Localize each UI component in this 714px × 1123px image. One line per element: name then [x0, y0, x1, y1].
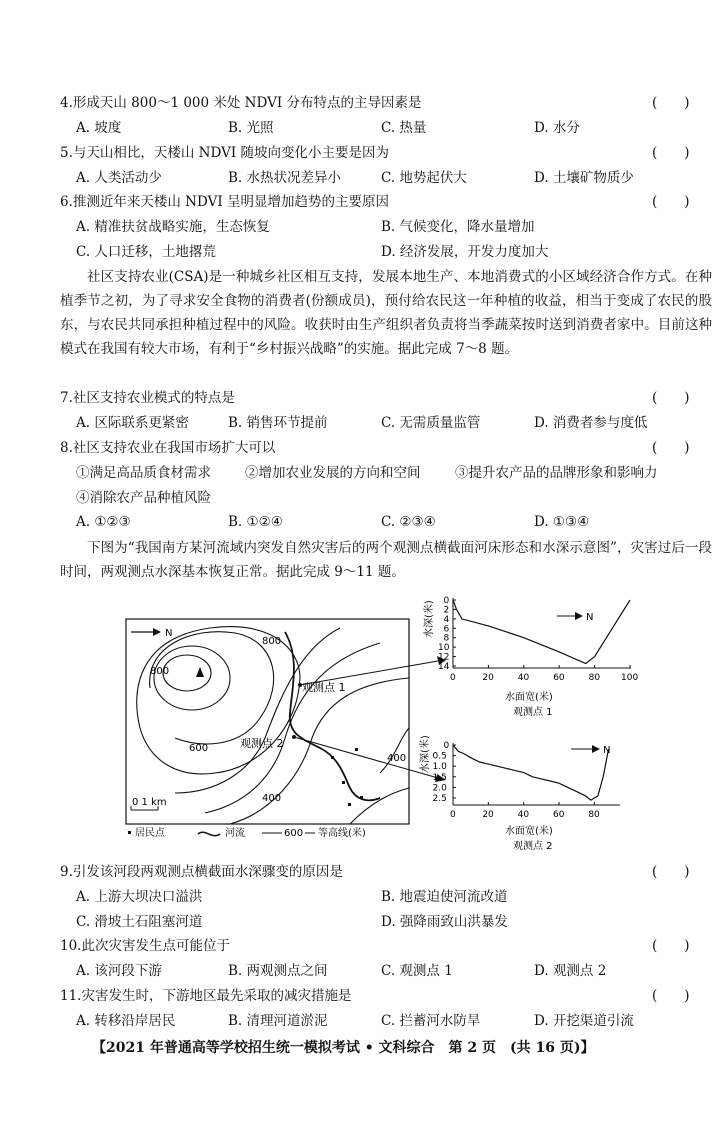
river [285, 632, 380, 800]
q7-answer-paren[interactable]: ( ) [652, 390, 690, 406]
c2-ytick-label: 2.0 [432, 783, 447, 794]
q5-answer-paren[interactable]: ( ) [652, 145, 690, 161]
c1-ytick-label: 6 [443, 624, 450, 635]
q4-stem: 4.形成天山 800～1 000 米处 NDVI 分布特点的主导因素是 [60, 95, 422, 111]
c1-xtick-label: 60 [553, 673, 565, 683]
chart2-title: 观测点 2 [513, 841, 553, 852]
c1-ytick-label: 12 [438, 652, 450, 663]
q8-statement-4: ④消除农产品种植风险 [76, 490, 211, 506]
c1-ytick-label: 0 [443, 596, 450, 606]
chart2-xlabel: 水面宽(米) [505, 826, 553, 837]
q11-option-d[interactable]: D. 开挖渠道引流 [534, 1013, 634, 1029]
q6-option-b[interactable]: B. 气候变化，降水量增加 [381, 219, 535, 235]
chart1-xlabel: 水面宽(米) [505, 692, 553, 703]
chart2-series-line [453, 745, 609, 800]
c2-xtick-label: 20 [482, 810, 494, 820]
q5-option-d[interactable]: D. 土壤矿物质少 [534, 170, 634, 186]
q10-option-d[interactable]: D. 观测点 2 [534, 963, 607, 979]
chart1-north: N [586, 612, 594, 623]
c1-ytick-label: 8 [443, 633, 450, 644]
c1-xtick-label: 80 [588, 673, 601, 683]
c2-xtick-label: 0 [450, 810, 456, 820]
q6-stem: 6.推测近年来天楼山 NDVI 呈明显增加趋势的主要原因 [60, 194, 389, 210]
legend-contour-value: 600 [284, 828, 304, 839]
chart1-series-line [453, 600, 630, 664]
contour-label-800-left: 800 [150, 666, 170, 677]
q4-option-b[interactable]: B. 光照 [228, 120, 274, 136]
c1-ytick-label: 10 [438, 643, 450, 654]
chart2 [418, 735, 620, 852]
q8-option-a[interactable]: A. ①②③ [76, 514, 131, 530]
q5-stem: 5.与天山相比，天楼山 NDVI 随坡向变化小主要是因为 [60, 145, 389, 161]
q7-option-c[interactable]: C. 无需质量监管 [381, 415, 481, 431]
map-point2-label: 观测点 2 [240, 737, 284, 750]
q10-option-b[interactable]: B. 两观测点之间 [228, 963, 328, 979]
page-footer: 【2021 年普通高等学校招生统一模拟考试 • 文科综合 第 2 页 (共 16 页)】 [92, 1040, 595, 1056]
c2-ytick-label: 1.5 [432, 772, 447, 783]
q4-option-c[interactable]: C. 热量 [381, 120, 427, 136]
q4-option-a[interactable]: A. 坡度 [76, 120, 122, 136]
c1-xtick-label: 100 [621, 673, 639, 683]
c1-xtick-label: 0 [450, 673, 456, 683]
q8-option-b[interactable]: B. ①②④ [228, 514, 283, 530]
chart2-north: N [603, 745, 611, 756]
c2-ytick-label: 0 [443, 741, 450, 751]
map-north-label: N [165, 628, 173, 639]
q11-stem: 11.灾害发生时，下游地区最先采取的减灾措施是 [60, 988, 352, 1004]
q9-option-d[interactable]: D. 强降雨致山洪暴发 [381, 914, 508, 930]
q8-option-d[interactable]: D. ①③④ [534, 514, 590, 530]
q9-stem: 9.引发该河段两观测点横截面水深骤变的原因是 [60, 864, 343, 880]
q8-statement-2: ②增加农业发展的方向和空间 [245, 465, 421, 481]
passage-figure-intro: 下图为“我国南方某河流域内突发自然灾害后的两个观测点横截面河床形态和水深示意图”，灾害过后一段时间，两观测点水深基本恢复正常。据此完成 9～11 题。 [60, 540, 712, 580]
c1-ytick-label: 4 [443, 614, 450, 625]
legend-settlement: 居民点 [135, 828, 165, 839]
chart1-title: 观测点 1 [513, 707, 553, 718]
q4-option-d[interactable]: D. 水分 [534, 120, 580, 136]
c2-xtick-label: 40 [517, 810, 530, 820]
contour-label-800-top: 800 [262, 636, 282, 647]
q9-option-a[interactable]: A. 上游大坝决口溢洪 [76, 889, 203, 905]
q11-answer-paren[interactable]: ( ) [652, 988, 690, 1004]
q10-answer-paren[interactable]: ( ) [652, 938, 690, 954]
chart1 [422, 596, 638, 718]
c2-ytick-label: 0.5 [432, 751, 447, 762]
legend-contour: 等高线(米) [318, 828, 366, 839]
contour-label-400-right: 400 [387, 753, 407, 764]
q8-option-c[interactable]: C. ②③④ [381, 514, 436, 530]
contour-label-600: 600 [189, 743, 209, 754]
figure-map-and-cross-sections [0, 588, 714, 856]
q10-stem: 10.此次灾害发生点可能位于 [60, 938, 230, 954]
q11-option-a[interactable]: A. 转移沿岸居民 [76, 1013, 176, 1029]
q9-answer-paren[interactable]: ( ) [652, 864, 690, 880]
q7-stem: 7.社区支持农业模式的特点是 [60, 390, 235, 406]
q8-answer-paren[interactable]: ( ) [652, 440, 690, 456]
scale-label: 0 1 km [132, 797, 167, 808]
chart1-ylabel: 水深(米) [424, 600, 435, 638]
q9-option-b[interactable]: B. 地震迫使河流改道 [381, 889, 508, 905]
c1-xtick-label: 20 [482, 673, 494, 683]
q11-option-c[interactable]: C. 拦蓄河水防旱 [381, 1013, 481, 1029]
q8-statement-1: ①满足高品质食材需求 [76, 465, 211, 481]
c1-ytick-label: 14 [438, 662, 450, 672]
passage-csa: 社区支持农业(CSA)是一种城乡社区相互支持，发展本地生产、本地消费式的小区域经济合作方式。在种植季节之初，为了寻求安全食物的消费者(份额成员)，预付给农民这一年种植的收益，相当于变成了农民的股东，与农民共同承担种植过程中的风险。收获时由生产组织者负责将当季蔬菜按时送到消费者家中。目前这种模式在我国有较大市场，有利于“乡村振兴战略”的实施。据此完成 7～8 题。 [60, 269, 712, 357]
q10-option-a[interactable]: A. 该河段下游 [76, 963, 162, 979]
legend-river: 河流 [225, 828, 245, 839]
q7-option-d[interactable]: D. 消费者参与度低 [534, 415, 648, 431]
q8-stem: 8.社区支持农业在我国市场扩大可以 [60, 440, 276, 456]
c2-ytick-label: 1.0 [432, 762, 447, 773]
contour-label-400-bottom: 400 [262, 793, 282, 804]
chart2-y-ticks [433, 741, 457, 804]
q10-option-c[interactable]: C. 观测点 1 [381, 963, 453, 979]
summit-icon [196, 667, 204, 677]
q6-option-c[interactable]: C. 人口迁移，土地撂荒 [76, 244, 216, 260]
q9-option-c[interactable]: C. 滑坡土石阻塞河道 [76, 914, 203, 930]
q5-option-a[interactable]: A. 人类活动少 [76, 170, 162, 186]
chart2-ylabel: 水深(米) [420, 735, 431, 773]
q6-option-d[interactable]: D. 经济发展，开发力度加大 [381, 244, 549, 260]
map-point1-label: 观测点 1 [302, 681, 346, 694]
q5-option-b[interactable]: B. 水热状况差异小 [228, 170, 342, 186]
c1-xtick-label: 40 [517, 673, 530, 683]
q6-answer-paren[interactable]: ( ) [652, 194, 690, 210]
c2-xtick-label: 60 [553, 810, 565, 820]
q5-option-c[interactable]: C. 地势起伏大 [381, 170, 467, 186]
c2-xtick-label: 80 [588, 810, 600, 820]
c2-ytick-label: 2.5 [432, 794, 447, 804]
q7-option-b[interactable]: B. 销售环节提前 [228, 415, 328, 431]
q4-answer-paren[interactable]: ( ) [652, 95, 690, 111]
q11-option-b[interactable]: B. 清理河道淤泥 [228, 1013, 328, 1029]
c1-ytick-label: 2 [443, 605, 450, 616]
q7-option-a[interactable]: A. 区际联系更紧密 [76, 415, 189, 431]
q6-option-a[interactable]: A. 精准扶贫战略实施，生态恢复 [76, 219, 270, 235]
q8-statement-3: ③提升农产品的品牌形象和影响力 [455, 465, 658, 481]
